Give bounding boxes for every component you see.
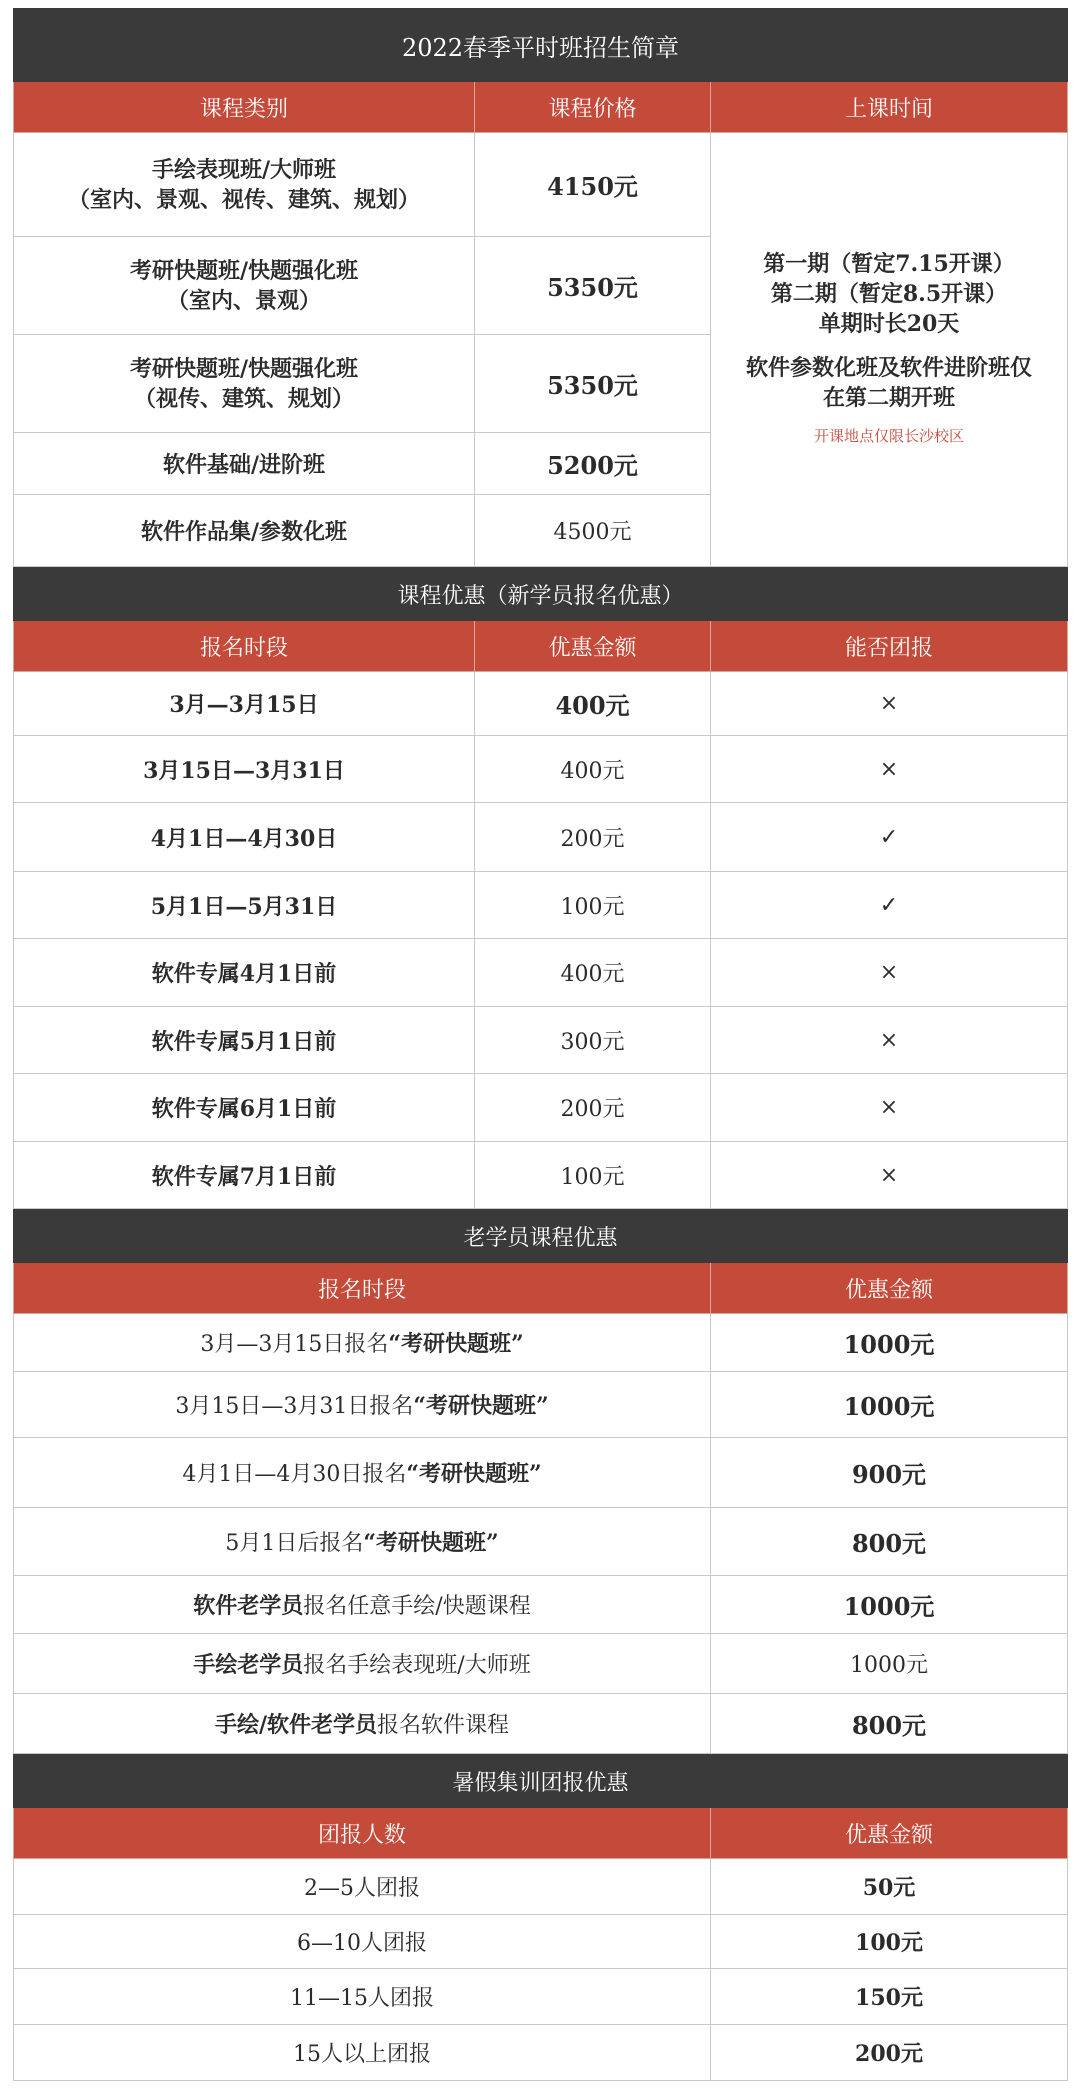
- schedule-line: 单期时长20天: [818, 310, 960, 337]
- page-title: 2022春季平时班招生简章: [14, 9, 1068, 82]
- col-header-amount: 优惠金额: [475, 621, 711, 672]
- student-type: 软件老学员: [193, 1593, 304, 1619]
- group-mark: ×: [711, 672, 1068, 736]
- table-row: [14, 872, 1068, 939]
- amount-cell: 800元: [711, 1694, 1068, 1754]
- period-text: 3月15日—3月31日报名: [175, 1394, 414, 1419]
- col-header-count: 团报人数: [14, 1808, 711, 1859]
- schedule-line: 第一期（暂定7.15开课）: [763, 250, 1015, 277]
- schedule-line: 软件参数化班及软件进阶班仅: [746, 354, 1033, 381]
- course-price: 5200元: [475, 433, 711, 495]
- table-row: [14, 133, 1068, 237]
- course-sub: （室内、景观、视传、建筑、规划）: [67, 186, 420, 213]
- period-text: 报名软件课程: [377, 1713, 510, 1738]
- table-row: [14, 1694, 1068, 1754]
- period-cell: [14, 1576, 711, 1634]
- group-mark: ×: [711, 736, 1068, 803]
- period-text: 3月—3月15日报名: [200, 1332, 389, 1357]
- table-row: [14, 1634, 1068, 1694]
- period-cell: 软件专属7月1日前: [14, 1142, 475, 1209]
- group-mark: ×: [711, 1007, 1068, 1074]
- amount-cell: 900元: [711, 1438, 1068, 1508]
- course-name: 软件作品集/参数化班: [14, 495, 475, 567]
- amount-cell: 1000元: [711, 1314, 1068, 1372]
- col-header-period: 报名时段: [14, 621, 475, 672]
- table-row: [14, 803, 1068, 872]
- table-row: [14, 1859, 1068, 1915]
- course-highlight: “考研快题班”: [363, 1530, 499, 1556]
- period-cell: [14, 1694, 711, 1754]
- period-cell: 3月15日—3月31日: [14, 736, 475, 803]
- course-name: 手绘表现班/大师班: [151, 156, 337, 183]
- course-price: 5350元: [475, 237, 711, 335]
- table-row: [14, 736, 1068, 803]
- group-mark: ✓: [711, 872, 1068, 939]
- period-cell: [14, 1508, 711, 1576]
- count-cell: 11—15人团报: [14, 1969, 711, 2025]
- section-title: 老学员课程优惠: [14, 1210, 1068, 1263]
- location-note: 开课地点仅限长沙校区: [814, 426, 965, 445]
- period-cell: 5月1日—5月31日: [14, 872, 475, 939]
- table-row: [14, 1576, 1068, 1634]
- col-header-price: 课程价格: [475, 82, 711, 133]
- col-header-category: 课程类别: [14, 82, 475, 133]
- group-mark: ✓: [711, 803, 1068, 872]
- group-mark: ×: [711, 939, 1068, 1007]
- period-text: 5月1日后报名: [225, 1531, 364, 1556]
- enrollment-brochure: [13, 8, 1067, 2081]
- amount-cell: 400元: [475, 736, 711, 803]
- amount-cell: 1000元: [711, 1576, 1068, 1634]
- period-cell: 软件专属4月1日前: [14, 939, 475, 1007]
- course-price: 4500元: [475, 495, 711, 567]
- course-sub: （视传、建筑、规划）: [133, 385, 354, 412]
- schedule-line: 第二期（暂定8.5开课）: [770, 280, 1008, 307]
- count-cell: 6—10人团报: [14, 1915, 711, 1969]
- schedule-line: 在第二期开班: [823, 384, 956, 411]
- course-highlight: “考研快题班”: [388, 1331, 524, 1357]
- amount-cell: 1000元: [711, 1372, 1068, 1438]
- period-cell: 3月—3月15日: [14, 672, 475, 736]
- period-text: 报名任意手绘/快题课程: [303, 1594, 531, 1619]
- amount-cell: 150元: [711, 1969, 1068, 2025]
- course-name: 考研快题班/快题强化班: [129, 257, 359, 284]
- amount-cell: 200元: [475, 803, 711, 872]
- group-mark: ×: [711, 1074, 1068, 1142]
- table-row: [14, 2025, 1068, 2081]
- amount-cell: 50元: [711, 1859, 1068, 1915]
- amount-cell: 100元: [475, 1142, 711, 1209]
- period-cell: [14, 1314, 711, 1372]
- course-price-table: [13, 8, 1068, 567]
- section-title: 课程优惠（新学员报名优惠）: [14, 568, 1068, 621]
- col-header-group: 能否团报: [711, 621, 1068, 672]
- col-header-period: 报名时段: [14, 1263, 711, 1314]
- course-name: 考研快题班/快题强化班: [129, 355, 359, 382]
- period-text: 报名手绘表现班/大师班: [303, 1653, 531, 1678]
- amount-cell: 800元: [711, 1508, 1068, 1576]
- schedule-cell: [711, 133, 1068, 567]
- table-row: [14, 672, 1068, 736]
- student-type: 手绘/软件老学员: [214, 1712, 378, 1738]
- section-title: 暑假集训团报优惠: [14, 1755, 1068, 1808]
- new-student-discount-table: [13, 567, 1068, 1209]
- count-cell: 2—5人团报: [14, 1859, 711, 1915]
- group-mark: ×: [711, 1142, 1068, 1209]
- table-row: [14, 1438, 1068, 1508]
- student-type: 手绘老学员: [193, 1652, 304, 1678]
- period-cell: 软件专属5月1日前: [14, 1007, 475, 1074]
- course-highlight: “考研快题班”: [406, 1461, 542, 1487]
- amount-cell: 200元: [711, 2025, 1068, 2081]
- table-row: [14, 1314, 1068, 1372]
- table-row: [14, 1508, 1068, 1576]
- table-row: [14, 939, 1068, 1007]
- course-price: 5350元: [475, 335, 711, 433]
- table-row: [14, 1074, 1068, 1142]
- course-highlight: “考研快题班”: [413, 1393, 549, 1419]
- period-cell: 4月1日—4月30日: [14, 803, 475, 872]
- returning-student-discount-table: [13, 1209, 1068, 1754]
- amount-cell: 300元: [475, 1007, 711, 1074]
- course-price: 4150元: [475, 133, 711, 237]
- amount-cell: 400元: [475, 939, 711, 1007]
- period-cell: 软件专属6月1日前: [14, 1074, 475, 1142]
- table-row: [14, 1969, 1068, 2025]
- period-cell: [14, 1634, 711, 1694]
- col-header-amount: 优惠金额: [711, 1263, 1068, 1314]
- course-name: 软件基础/进阶班: [14, 433, 475, 495]
- summer-group-discount-table: [13, 1754, 1068, 2081]
- table-row: [14, 1915, 1068, 1969]
- course-sub: （室内、景观）: [166, 287, 321, 314]
- col-header-schedule: 上课时间: [711, 82, 1068, 133]
- table-row: [14, 1007, 1068, 1074]
- amount-cell: 200元: [475, 1074, 711, 1142]
- count-cell: 15人以上团报: [14, 2025, 711, 2081]
- period-cell: [14, 1438, 711, 1508]
- table-row: [14, 1372, 1068, 1438]
- table-row: [14, 1142, 1068, 1209]
- period-text: 4月1日—4月30日报名: [182, 1462, 407, 1487]
- amount-cell: 1000元: [711, 1634, 1068, 1694]
- amount-cell: 100元: [475, 872, 711, 939]
- amount-cell: 400元: [475, 672, 711, 736]
- period-cell: [14, 1372, 711, 1438]
- col-header-amount: 优惠金额: [711, 1808, 1068, 1859]
- amount-cell: 100元: [711, 1915, 1068, 1969]
